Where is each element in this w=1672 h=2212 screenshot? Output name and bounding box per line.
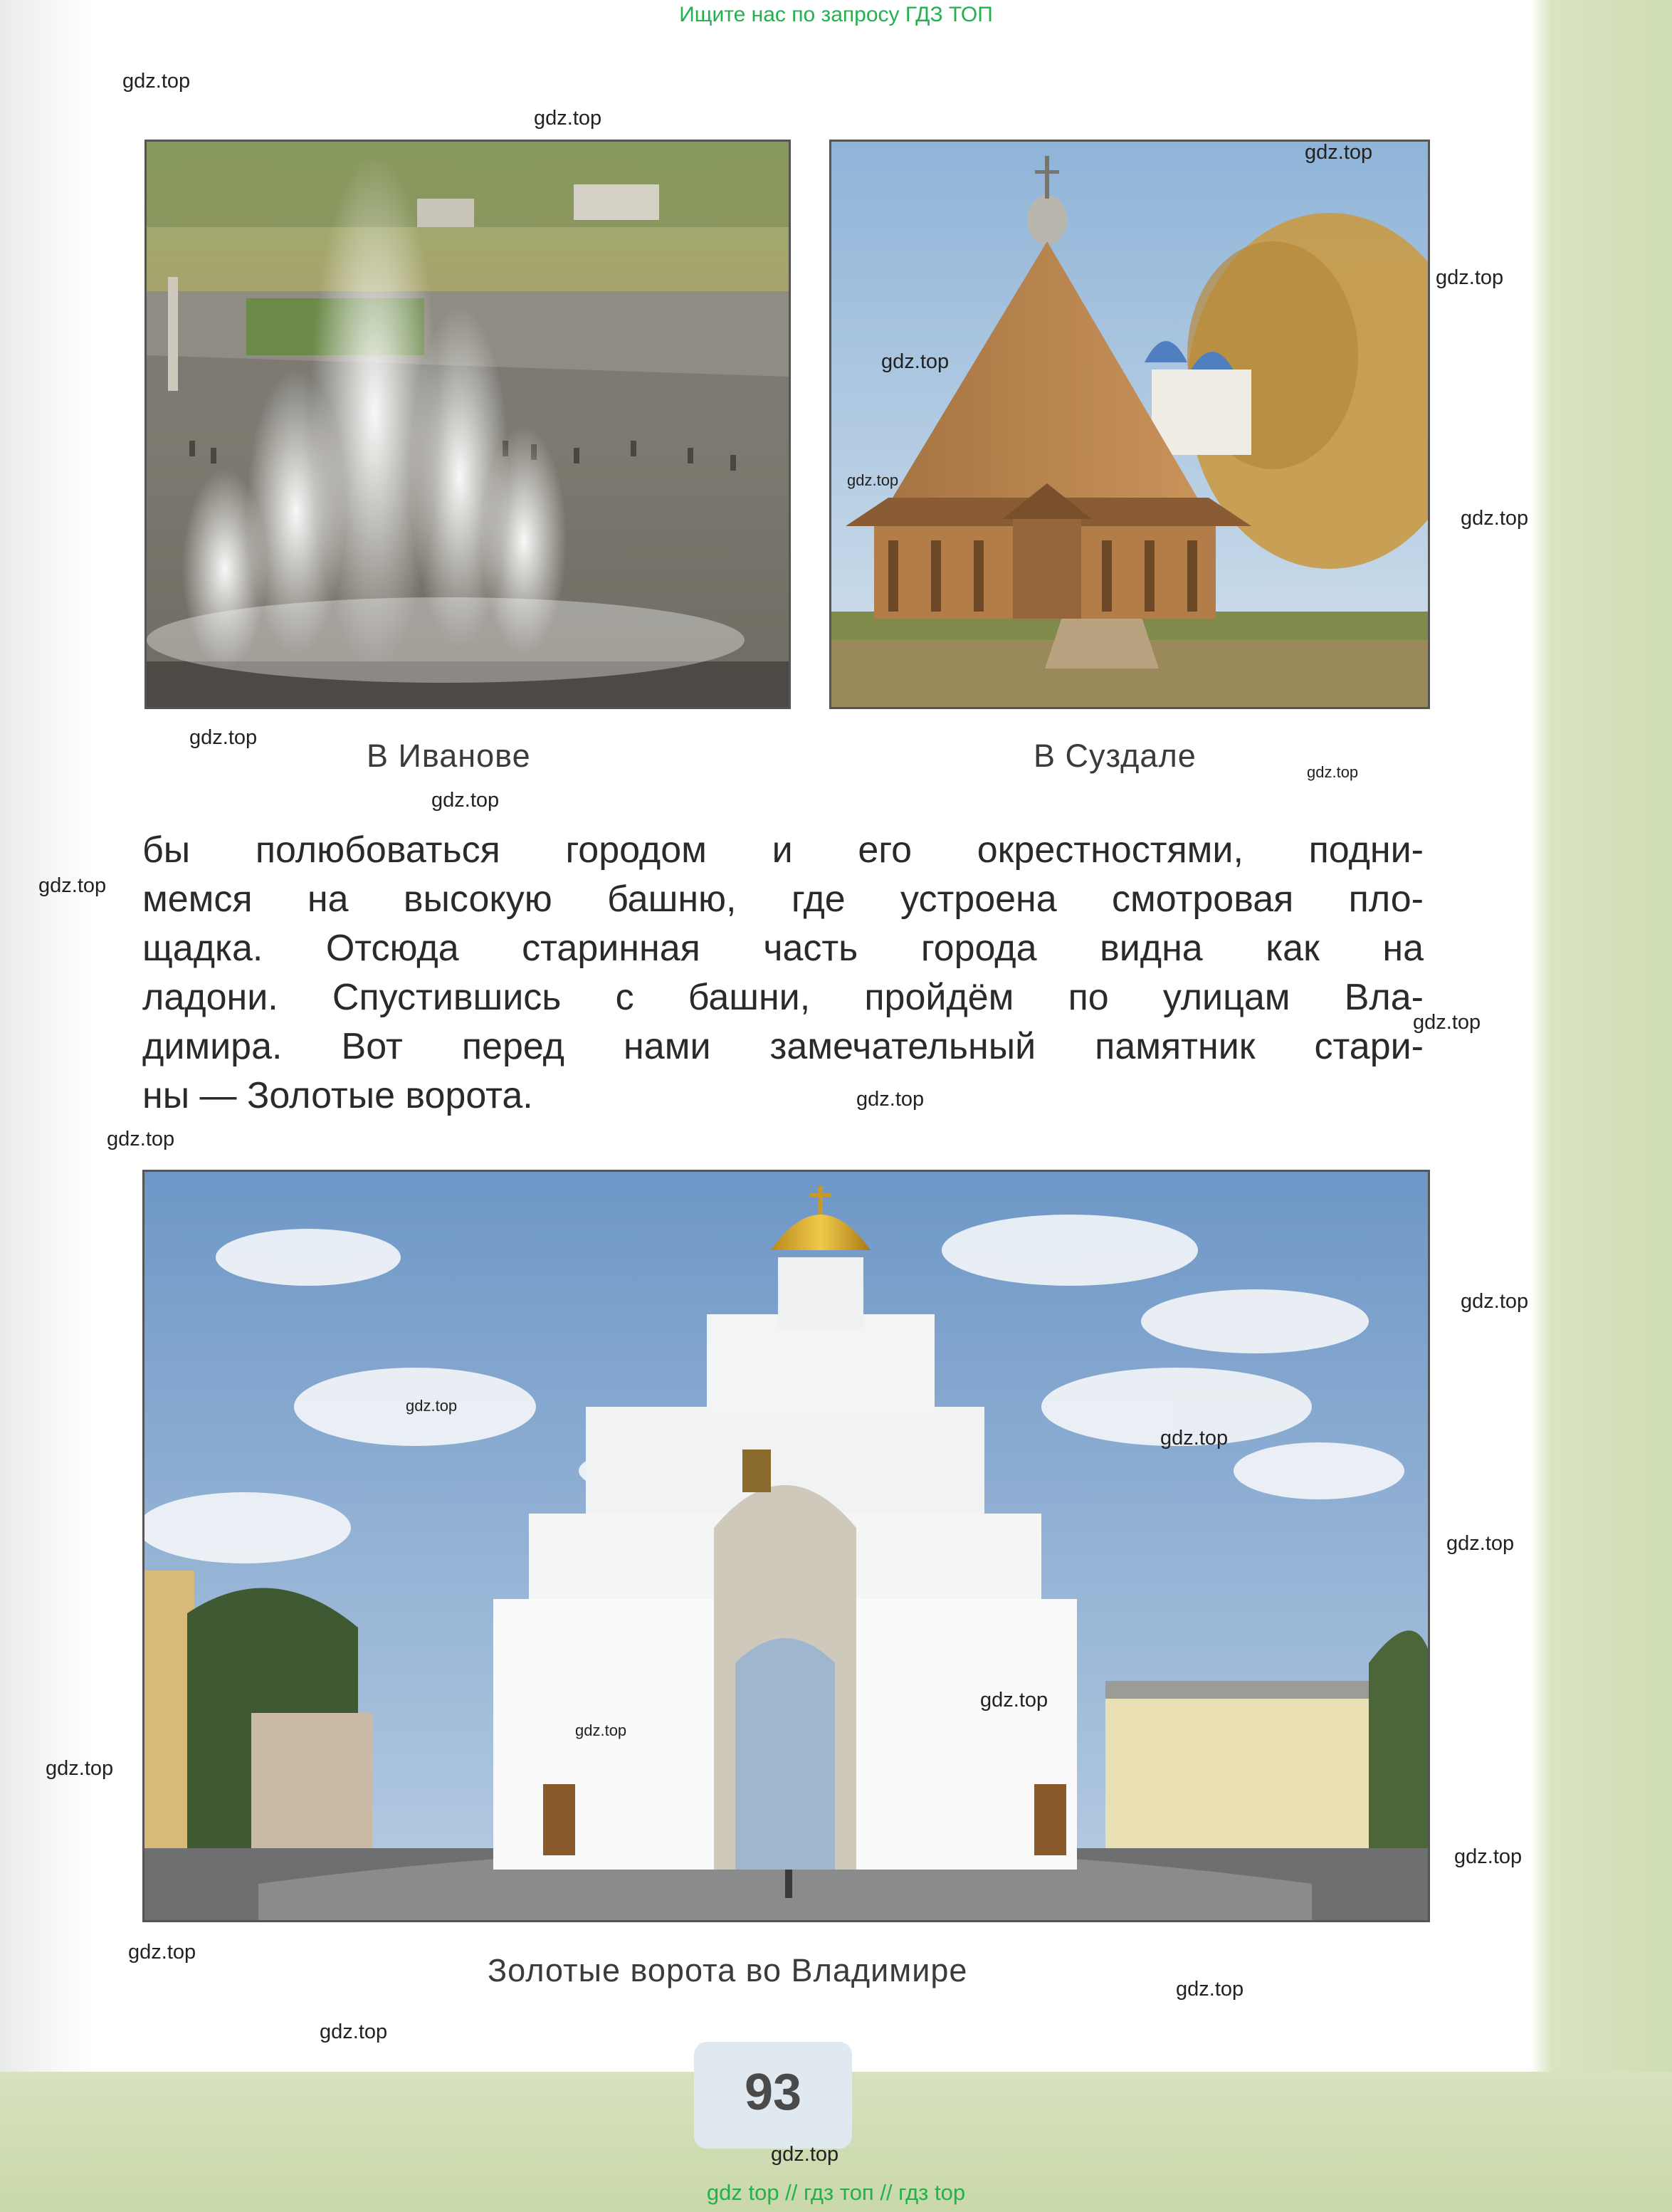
watermark: gdz.top	[1413, 1011, 1481, 1034]
text-line: щадка. Отсюда старинная часть города видна как на	[142, 928, 1424, 969]
watermark: gdz.top	[1160, 1427, 1229, 1450]
golden-gate-caption: Золотые ворота во Владимире	[488, 1952, 968, 1988]
top-banner[interactable]: Ищите нас по запросу ГДЗ ТОП	[679, 3, 993, 26]
ivanovo-caption: В Иванове	[367, 738, 531, 774]
text-line: димира. Вот перед нами замечательный памятник стари-	[142, 1026, 1424, 1067]
watermark: gdz.top	[46, 1757, 114, 1780]
watermark: gdz.top	[881, 350, 950, 373]
watermark: gdz.top	[1454, 1845, 1523, 1868]
suzdal-church-photo	[829, 140, 1430, 709]
watermark: gdz.top	[1446, 1532, 1515, 1555]
text-line: ладони. Спустившись с башни, пройдём по улицам Вла-	[142, 977, 1424, 1018]
watermark: gdz.top	[406, 1397, 458, 1415]
watermark: gdz.top	[38, 874, 107, 897]
watermark: gdz.top	[189, 726, 258, 749]
watermark: gdz.top	[320, 2020, 388, 2043]
text-line: мемся на высокую башню, где устроена смотровая пло-	[142, 879, 1424, 920]
bottom-banner[interactable]: gdz top // гдз топ // гдз top	[706, 2180, 966, 2205]
watermark: gdz.top	[980, 1689, 1048, 1712]
watermark: gdz.top	[122, 70, 191, 93]
watermark: gdz.top	[431, 789, 500, 812]
page-number: 93	[744, 2064, 802, 2121]
watermark: gdz.top	[856, 1088, 925, 1111]
suzdal-caption: В Суздале	[1034, 738, 1197, 774]
watermark: gdz.top	[1436, 266, 1504, 289]
watermark: gdz.top	[1461, 507, 1529, 530]
text-line: ны — Золотые ворота.	[142, 1075, 533, 1116]
main-text	[142, 826, 1424, 1121]
watermark: gdz.top	[534, 107, 602, 130]
ivanovo-fountain-photo	[144, 140, 791, 709]
watermark: gdz.top	[128, 1941, 196, 1964]
watermark: gdz.top	[1305, 141, 1373, 164]
watermark: gdz.top	[1176, 1978, 1244, 2001]
watermark: gdz.top	[847, 471, 899, 489]
text-line: бы полюбоваться городом и его окрестностями, подни-	[142, 829, 1424, 871]
watermark: gdz.top	[1461, 1290, 1529, 1313]
golden-gate-photo	[142, 1170, 1430, 1922]
watermark: gdz.top	[107, 1128, 175, 1150]
watermark: gdz.top	[575, 1721, 627, 1739]
watermark: gdz.top	[771, 2143, 839, 2166]
watermark: gdz.top	[1307, 763, 1359, 781]
